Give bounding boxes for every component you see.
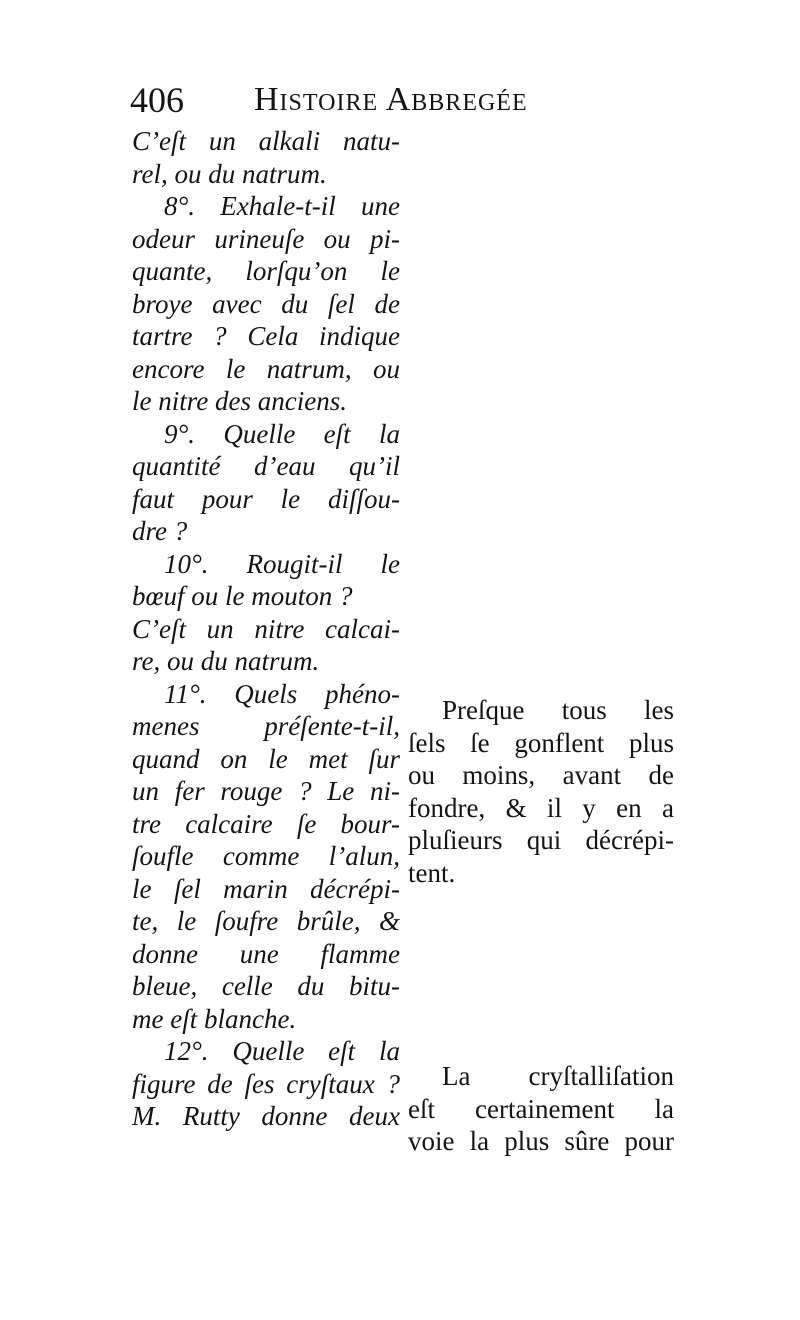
- text-line: rel, ou du natrum.: [132, 158, 327, 189]
- right-column-block-2: [408, 1060, 674, 1158]
- text-line: 8°. Exhale-t-il une: [164, 191, 400, 221]
- text-line: quante, lorſqu’on le: [132, 256, 400, 286]
- running-title: Histoire Abbregée: [254, 81, 528, 118]
- text-line: menes préſente-t-il,: [132, 711, 400, 741]
- text-line: faut pour le diſſou-: [132, 483, 400, 514]
- text-line: C’eſt un nitre calcai-: [132, 613, 400, 644]
- text-line: 11°. Quels phéno-: [164, 678, 400, 709]
- text-line: C’eſt un alkali natu-: [132, 126, 400, 156]
- text-line: quand on le met ſur: [132, 743, 400, 774]
- left-column: [132, 125, 400, 1133]
- text-line: le nitre des anciens.: [132, 386, 347, 416]
- text-line: un fer rouge ? Le ni-: [132, 776, 400, 806]
- text-line: tre calcaire ſe bour-: [132, 808, 400, 839]
- text-line: donne une flamme: [132, 938, 400, 969]
- text-line: encore le natrum, ou: [132, 353, 400, 384]
- text-line: ou moins, avant de: [408, 760, 674, 790]
- text-line: La cryſtalliſation: [442, 1061, 674, 1091]
- text-line: odeur urineuſe ou pi-: [132, 223, 400, 254]
- text-line: te, le ſoufre brûle, &: [132, 906, 400, 936]
- text-line: Preſque tous les: [442, 695, 674, 725]
- text-line: broye avec du ſel de: [132, 288, 400, 319]
- text-line: tent.: [408, 857, 456, 888]
- text-line: bœuf ou le mouton ?: [132, 581, 353, 611]
- text-line: ſoufle comme l’alun,: [132, 841, 400, 871]
- text-line: 10°. Rougit-il le: [164, 548, 400, 579]
- text-line: tartre ? Cela indique: [132, 321, 400, 351]
- page-number: 406: [130, 80, 184, 120]
- text-line: eſt certainement la: [408, 1093, 674, 1124]
- text-line: figure de ſes cryſtaux ?: [132, 1068, 400, 1099]
- page-header: [130, 78, 590, 122]
- text-line: le ſel marin décrépi-: [132, 873, 400, 904]
- text-line: bleue, celle du bitu-: [132, 971, 400, 1001]
- text-line: fondre, & il y en a: [408, 792, 674, 823]
- text-line: ſels ſe gonflent plus: [408, 727, 674, 758]
- text-line: quantité d’eau qu’il: [132, 451, 400, 481]
- text-line: pluſieurs qui décrépi-: [408, 825, 674, 855]
- right-column-block-1: [408, 694, 674, 889]
- text-line: re, ou du natrum.: [132, 646, 320, 676]
- text-line: me eſt blanche.: [132, 1003, 297, 1034]
- text-line: dre ?: [132, 516, 188, 546]
- text-line: M. Rutty donne deux: [132, 1101, 400, 1131]
- text-line: 9°. Quelle eſt la: [164, 418, 400, 449]
- text-line: 12°. Quelle eſt la: [164, 1036, 400, 1066]
- text-line: voie la plus sûre pour: [408, 1126, 674, 1156]
